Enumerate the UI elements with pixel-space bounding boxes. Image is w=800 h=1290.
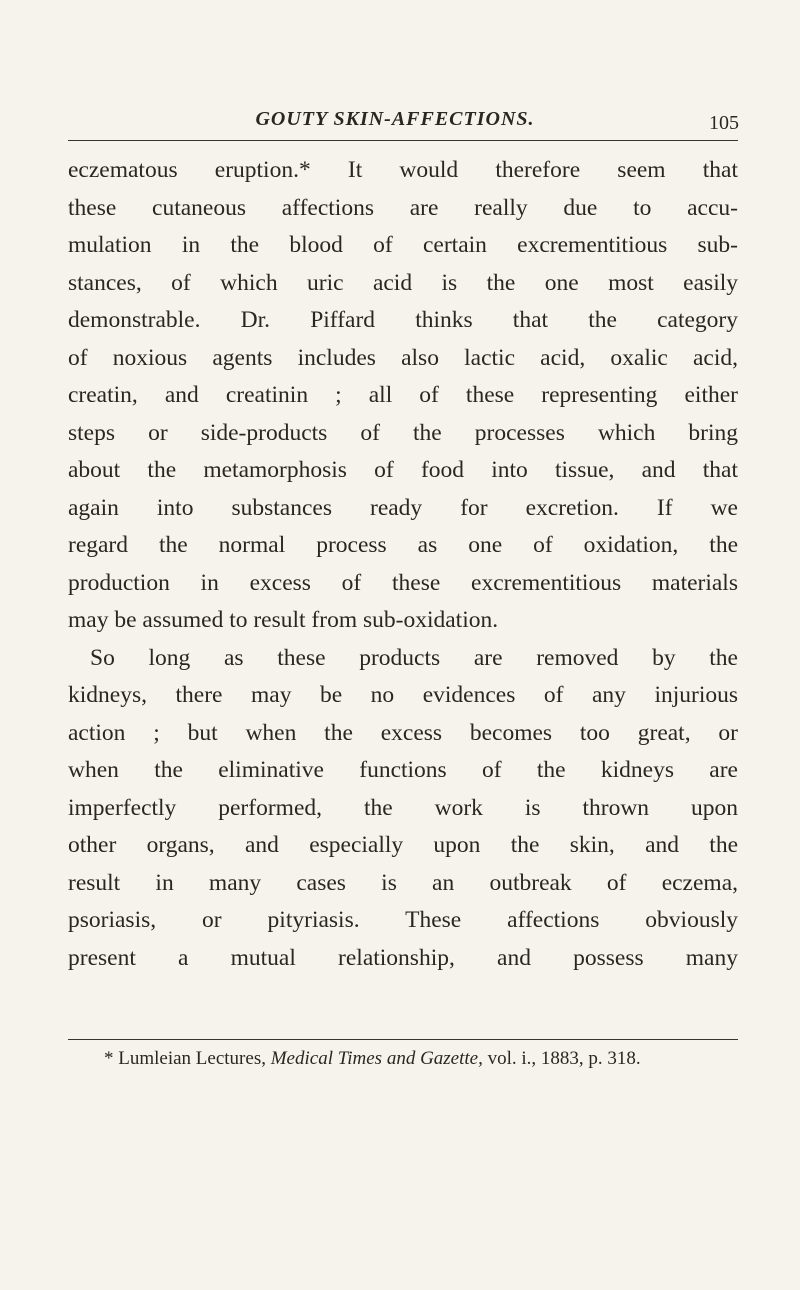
footnote-lead: Lumleian Lectures,	[118, 1048, 266, 1069]
page-number: 105	[709, 112, 739, 134]
text-line: kidneys, there may be no evidences of any injurious	[68, 682, 738, 708]
text-line: action ; but when the excess becomes too great, or	[68, 719, 738, 746]
text-line: these cutaneous affections are really due to accu-	[68, 194, 738, 221]
text-line: may be assumed to result from sub-oxidation.	[68, 607, 499, 633]
text-line: eczematous eruption.* It would therefore seem that	[68, 157, 738, 183]
running-title: GOUTY SKIN-AFFECTIONS.	[255, 108, 535, 130]
footnote-marker: *	[104, 1048, 114, 1069]
text-line: of noxious agents includes also lactic acid, oxalic acid,	[68, 344, 738, 371]
footnote-journal: Medical Times and Gazette,	[270, 1048, 483, 1069]
text-line: present a mutual relationship, and possess many	[68, 944, 738, 971]
text-line: when the eliminative functions of the kidneys are	[68, 757, 738, 783]
text-line: regard the normal process as one of oxidation, the	[68, 532, 738, 558]
text-line: So long as these products are removed by the	[90, 644, 738, 671]
text-line: stances, of which uric acid is the one most easily	[68, 269, 738, 296]
text-line: imperfectly performed, the work is thrown upon	[68, 794, 738, 821]
text-line: psoriasis, or pityriasis. These affections obviously	[68, 907, 738, 933]
text-line: other organs, and especially upon the skin, and the	[68, 832, 738, 858]
text-line: result in many cases is an outbreak of eczema,	[68, 869, 738, 896]
text-line: about the metamorphosis of food into tissue, and that	[68, 457, 738, 483]
text-line: again into substances ready for excretion. If we	[68, 494, 738, 521]
footnote-rule	[68, 1039, 738, 1040]
header-rule	[68, 140, 738, 141]
footnote	[104, 1046, 744, 1072]
body-text	[68, 152, 738, 977]
text-line: creatin, and creatinin ; all of these representing either	[68, 382, 738, 408]
text-line: production in excess of these excrementitious materials	[68, 569, 738, 596]
text-line: demonstrable. Dr. Piffard thinks that the category	[68, 307, 738, 333]
running-head	[60, 108, 739, 138]
footnote-rest: vol. i., 1883, p. 318.	[487, 1048, 641, 1069]
text-line: steps or side-products of the processes which bring	[68, 419, 738, 446]
text-line: mulation in the blood of certain excrementitious sub-	[68, 232, 738, 258]
